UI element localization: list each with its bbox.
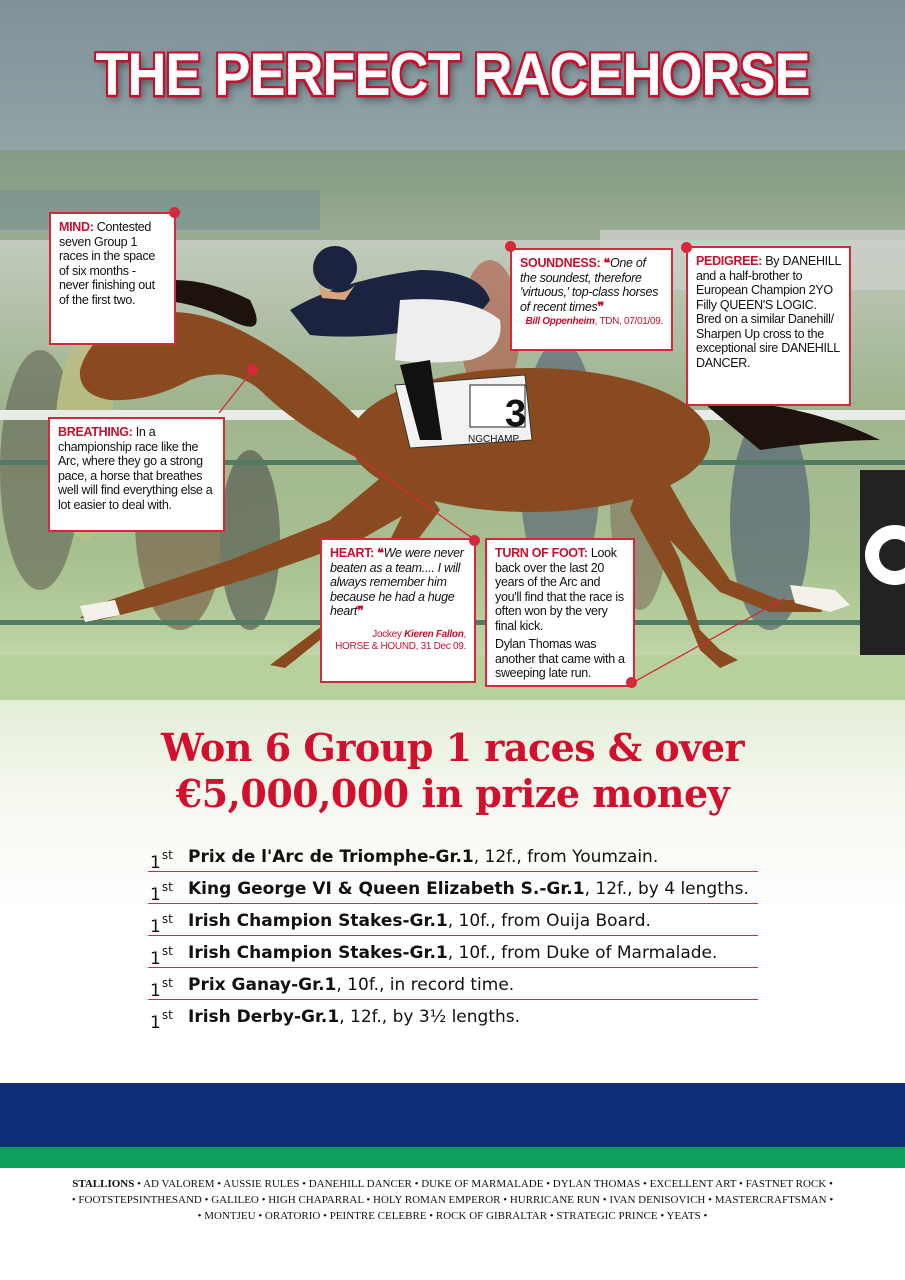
list-item: [148, 1000, 758, 1032]
callout-heart-source: HORSE & HOUND, 31 Dec 09.: [335, 640, 466, 652]
open-quote-mark: ❝: [377, 546, 384, 560]
callout-turn-of-foot-marker: [626, 677, 637, 688]
callout-soundness-heading: SOUNDNESS:: [520, 256, 601, 270]
callout-soundness: [510, 248, 673, 351]
callout-turn-of-foot: [485, 538, 635, 687]
callout-breathing-text: In a championship race like the Arc, where they go a strong pace, a horse that breathes well will find everything else a lot easier to deal with.: [58, 425, 213, 512]
callout-breathing-marker: [247, 364, 258, 375]
finish-position: 1st: [150, 976, 173, 1001]
saddle-cloth-text: NGCHAMP: [468, 434, 520, 445]
prize-headline-line-2: €5,000,000 in prize money: [175, 771, 730, 816]
list-item: [148, 968, 758, 1000]
callout-soundness-attribution: [520, 316, 663, 328]
list-item: [148, 936, 758, 968]
callout-heart-marker: [469, 535, 480, 546]
race-name: Irish Derby-Gr.1: [188, 1007, 340, 1027]
race-name: Prix Ganay-Gr.1: [188, 975, 337, 995]
callout-soundness-source: , TDN, 07/01/09.: [594, 316, 663, 327]
callout-turn-of-foot-heading: TURN OF FOOT:: [495, 546, 588, 560]
finish-position: 1st: [150, 1008, 173, 1033]
stallions-footer: [0, 1176, 905, 1224]
callout-soundness-quote: One of the soundest, therefore 'virtuous,' top-class horses of recent times: [520, 256, 659, 314]
race-name: King George VI & Queen Elizabeth S.-Gr.1: [188, 879, 585, 899]
race-detail: , 10f., in record time.: [336, 975, 515, 995]
callout-pedigree: [686, 246, 851, 406]
finish-position: 1st: [150, 880, 173, 905]
open-quote-mark: ❝: [603, 256, 610, 270]
callout-mind-text: Contested seven Group 1 races in the space of six months - never finishing out of the first two.: [59, 220, 156, 307]
callout-mind-marker: [169, 207, 180, 218]
stallions-line-2: • FOOTSTEPSINTHESAND • GALILEO • HIGH CHAPARRAL • HOLY ROMAN EMPEROR • HURRICANE RUN • IVAN DENISOVICH • MASTERCRAFTSMAN •: [71, 1194, 834, 1206]
race-detail: , 10f., from Duke of Marmalade.: [447, 943, 718, 963]
finish-position: 1st: [150, 912, 173, 937]
saddle-cloth-number: 3: [505, 393, 527, 435]
callout-heart-author: Kieren Fallon: [404, 628, 464, 640]
callout-turn-of-foot-text-2: Dylan Thomas was another that came with a sweeping late run.: [495, 637, 625, 680]
prize-headline-line-1: Won 6 Group 1 races & over: [160, 725, 745, 770]
finish-position: 1st: [150, 944, 173, 969]
callout-mind-heading: MIND:: [59, 220, 94, 234]
race-results-list: [148, 840, 758, 1032]
stallions-line-1: • AD VALOREM • AUSSIE RULES • DANEHILL DANCER • DUKE OF MARMALADE • DYLAN THOMAS • EXCELLENT ART • FASTNET ROCK •: [134, 1178, 833, 1190]
race-detail: , 12f., by 3½ lengths.: [339, 1007, 521, 1027]
callout-pedigree-heading: PEDIGREE:: [696, 254, 763, 268]
callout-pedigree-text: By DANEHILL and a half-brother to European Champion 2YO Filly QUEEN'S LOGIC.: [696, 254, 841, 312]
footer-blue-band: [0, 1083, 905, 1147]
callout-heart-attribution: Jockey Kieren Fallon, HORSE & HOUND, 31 Dec 09.: [335, 628, 466, 652]
callout-heart: [320, 538, 476, 683]
callout-pedigree-marker: [681, 242, 692, 253]
footer-green-band: [0, 1147, 905, 1168]
race-detail: , 12f., by 4 lengths.: [584, 879, 749, 899]
race-name: Prix de l'Arc de Triomphe-Gr.1: [188, 847, 474, 867]
callout-pedigree-text-2: Bred on a similar Danehill/ Sharpen Up cross to the exceptional sire DANEHILL DANCER.: [696, 312, 840, 370]
close-quote-mark: ❞: [357, 604, 364, 618]
callout-turn-of-foot-text: Look back over the last 20 years of the Arc and you'll find that the race is often won by the very final kick.: [495, 546, 624, 633]
race-detail: , 10f., from Ouija Board.: [447, 911, 651, 931]
callout-heart-quote: We were never beaten as a team.... I will always remember him because he had a huge heart: [330, 546, 464, 618]
callout-heart-heading: HEART:: [330, 546, 375, 560]
callout-soundness-marker: [505, 241, 516, 252]
list-item: [148, 840, 758, 872]
callout-breathing: [48, 417, 225, 532]
finish-position: 1st: [150, 848, 173, 873]
close-quote-mark: ❞: [597, 299, 604, 314]
callout-heart-att-prefix: Jockey: [372, 628, 405, 640]
page-title: THE PERFECT RACEHORSE: [95, 41, 810, 109]
callout-soundness-author: Bill Oppenheim: [525, 316, 595, 327]
race-detail: , 12f., from Youmzain.: [473, 847, 659, 867]
race-name: Irish Champion Stakes-Gr.1: [188, 943, 448, 963]
callout-mind: [49, 212, 176, 345]
stallions-label: STALLIONS: [72, 1178, 135, 1190]
prize-headline: [0, 725, 905, 817]
race-name: Irish Champion Stakes-Gr.1: [188, 911, 448, 931]
list-item: [148, 872, 758, 904]
list-item: [148, 904, 758, 936]
stallions-line-3: • MONTJEU • ORATORIO • PEINTRE CELEBRE • ROCK OF GIBRALTAR • STRATEGIC PRINCE • YEATS •: [197, 1210, 708, 1222]
callout-breathing-heading: BREATHING:: [58, 425, 133, 439]
